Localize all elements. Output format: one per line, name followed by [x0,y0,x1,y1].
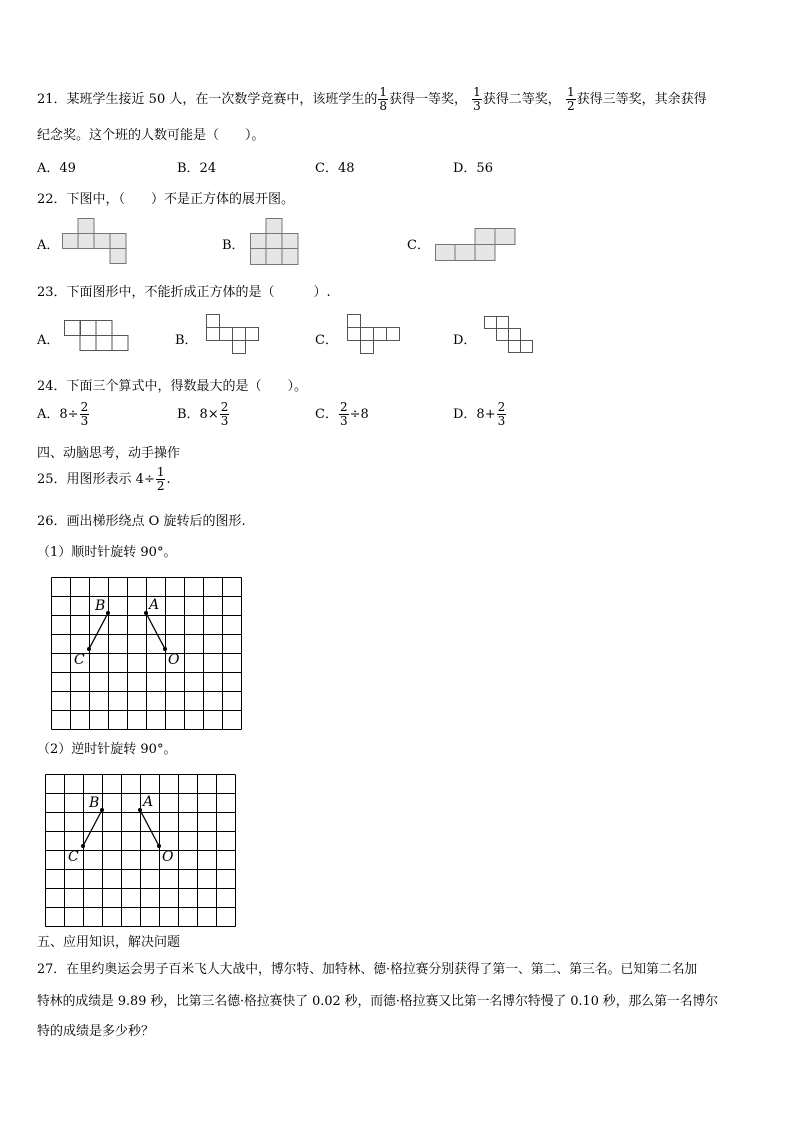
q22-net-b [250,218,302,268]
q25-stem: 25．用图形表示 4÷ $\frac{1}{2}$ . [37,465,171,493]
point-b [106,611,110,615]
q22-stem: 22．下图中，（ ）不是正方体的展开图。 [37,192,295,207]
label-c: C [74,652,85,668]
trapezoid-side-ao [146,613,165,649]
q23-option-d[interactable]: D． [453,333,477,348]
label-b: B [95,598,106,614]
fraction: $\frac{1}{3}$ [473,85,481,113]
q22-net-a [62,218,128,266]
q27-line3: 特的成绩是多少秒？ [37,1024,155,1039]
q23-option-c[interactable]: C． [315,333,338,348]
point-c [81,844,85,848]
label-o: O [168,652,180,668]
q23-stem: 23．下面图形中，不能折成正方体的是（ ）. [37,285,331,300]
q21-option-c[interactable]: C．48 [315,161,355,176]
q23-option-a[interactable]: A． [37,333,60,348]
label-o: O [162,849,174,865]
point-o [163,647,167,651]
q23-option-b[interactable]: B． [175,333,198,348]
q21-option-d[interactable]: D．56 [453,161,493,176]
trapezoid-side-ao [140,810,159,846]
q23-net-c [347,314,405,358]
q21-stem-line1: 21．某班学生接近 50 人，在一次数学竞赛中，该班学生的 $\frac{1}{8}$ 获得一等奖， $\frac{1}{3}$ 获得二等奖， $\frac{1}{2}$ 获得三等奖，其余获得 [37,85,707,113]
trapezoid-side-bc [89,613,108,649]
point-a [138,808,142,812]
label-a: A [149,597,160,613]
q24-option-b[interactable]: B．8× $\frac{2}{3}$ [177,400,229,428]
point-o [157,844,161,848]
q27-line1: 27．在里约奥运会男子百米飞人大战中，博尔特、加特林、德·格拉赛分别获得了第一、第二、第三名。已知第二名加 [37,962,698,977]
q21-option-a[interactable]: A．49 [37,161,76,176]
q24-option-a[interactable]: A．8÷ $\frac{2}{3}$ [37,400,89,428]
q21-option-b[interactable]: B．24 [177,161,217,176]
fraction: $\frac{1}{8}$ [379,85,387,113]
q22-option-a[interactable]: A． [37,238,60,253]
q22-option-b[interactable]: B． [222,238,245,253]
point-b [100,808,104,812]
trapezoid-side-bc [83,810,102,846]
label-a: A [143,794,154,810]
label-b: B [89,795,100,811]
q26-sub2: （2）逆时针旋转 90°。 [37,742,177,757]
q26-stem: 26．画出梯形绕点 O 旋转后的图形. [37,514,246,529]
q23-net-b [206,314,264,358]
q26-grid-2 [45,774,239,918]
point-c [87,647,91,651]
label-c: C [68,849,79,865]
section-5-heading: 五、应用知识，解决问题 [37,935,181,950]
q26-grid-1 [51,577,245,721]
q23-net-a [64,320,130,354]
section-4-heading: 四、动脑思考，动手操作 [37,446,181,461]
point-a [144,611,148,615]
q22-net-c [435,228,519,262]
q23-net-d [484,316,536,356]
q21-stem-line2: 纪念奖。这个班的人数可能是（ ）。 [37,128,265,143]
q27-line2: 特林的成绩是 9.89 秒，比第三名德·格拉赛快了 0.02 秒，而德·格拉赛又比第一名博尔特慢了 0.10 秒，那么第一名博尔 [37,994,719,1009]
q24-option-d[interactable]: D．8+ $\frac{2}{3}$ [453,400,506,428]
q24-stem: 24．下面三个算式中，得数最大的是（ ）。 [37,379,308,394]
q22-option-c[interactable]: C． [407,238,430,253]
q26-sub1: （1）顺时针旋转 90°。 [37,545,177,560]
q24-option-c[interactable]: C． $\frac{2}{3}$ ÷8 [315,400,369,428]
fraction: $\frac{1}{2}$ [566,85,575,113]
